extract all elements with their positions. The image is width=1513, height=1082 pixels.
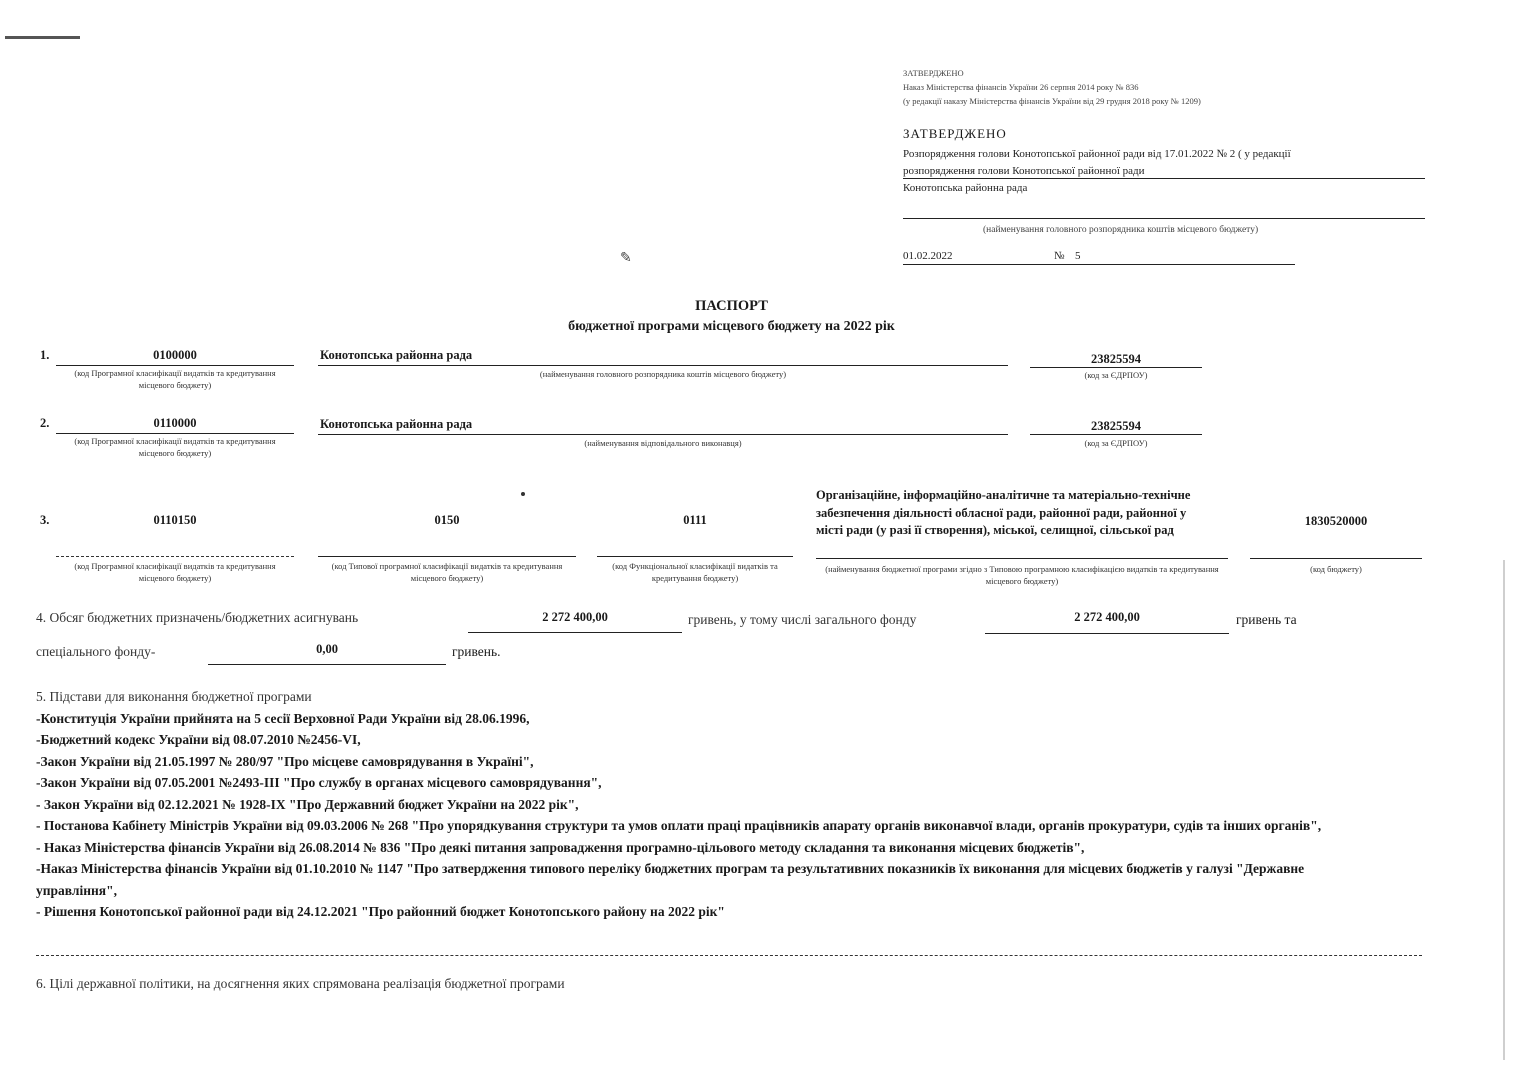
section4-special-end: гривень. [452,644,501,659]
scan-edge [1503,560,1505,1060]
row2-edrpou-caption: (код за ЄДРПОУ) [1084,438,1148,448]
row3-name-caption: (найменування бюджетної програми згідно з Типовою програмною класифікацією видатків та кредитування місцевого бюджету) [825,564,1219,586]
section5-item: - Рішення Конотопської районної ради від 24.12.2021 "Про районний бюджет Конотопського району на 2022 рік" [36,904,725,919]
section4-general: 2 272 400,00 [1074,610,1140,624]
row2-index: 2. [40,416,50,430]
approval-top-title: ЗАТВЕРДЖЕНО [903,68,964,78]
section5-item: - Постанова Кабінету Міністрів України від 09.03.2006 № 268 "Про упорядкування структури та умов оплати праці працівників апарату органів виконавчої влади, органів прокуратури, судів та інших органів", [36,818,1322,833]
approval-underline-2 [903,218,1425,219]
row2-edrpou-line [1030,434,1202,435]
scan-artifact [5,36,80,39]
row3-name-line [816,558,1228,559]
row2-code-caption: (код Програмної класифікації видатків та кредитування місцевого бюджету) [74,436,276,458]
section4-label: 4. Обсяг бюджетних призначень/бюджетних асигнувань [36,610,359,625]
row3-code-caption: (код Програмної класифікації видатків та кредитування місцевого бюджету) [74,561,276,583]
section4-special-line [208,664,446,665]
section5-title: 5. Підстави для виконання бюджетної програми [36,689,312,704]
section5-item: - Наказ Міністерства фінансів України від 26.08.2014 № 836 "Про деякі питання запровадження програмно-цільового методу складання та виконання місцевих бюджетів", [36,839,1085,855]
approval-number: 5 [1075,250,1081,262]
approval-top-line1: Наказ Міністерства фінансів України 26 серпня 2014 року № 836 [903,82,1139,92]
row1-code-line [56,365,294,366]
row1-edrpou-line [1030,367,1202,368]
row3-func-line [597,556,793,557]
section6-title: 6. Цілі державної політики, на досягнення яких спрямована реалізація бюджетної програми [36,976,565,991]
approval-org: Конотопська районна рада [903,182,1028,194]
row3-code: 0110150 [153,513,197,527]
approval-top-line2: (у редакції наказу Міністерства фінансів України від 29 грудня 2018 року № 1209) [903,96,1201,106]
row3-index: 3. [40,513,50,527]
section4-total-line [468,632,682,633]
row2-name-line [318,434,1008,435]
row2-name-caption: (найменування відповідального виконавця) [584,438,742,448]
row1-name: Конотопська районна рада [320,348,473,362]
row3-func-code: 0111 [683,513,707,527]
approval-date: 01.02.2022 [903,250,953,262]
section4-special: 0,00 [316,642,338,656]
row3-code-line [56,556,294,557]
approval-title: ЗАТВЕРДЖЕНО [903,126,1007,141]
section5-item: -Наказ Міністерства фінансів України від 01.10.2010 № 1147 "Про затвердження типового переліку бюджетних програм та результативних показників їх виконання для місцевих бюджетів у галузі "Державне управління", [36,861,1305,898]
row3-budget-code: 1830520000 [1304,514,1368,528]
row3-program-name: Організаційне, інформаційно-аналітичне та матеріально-технічне забезпечення діяльності обласної ради, районної ради, районної у місті ради (у разі її створення), міської, селищної, сільської рад [816,488,1191,537]
approval-underline-1 [903,178,1425,179]
row3-typical-caption: (код Типової програмної класифікації видатків та кредитування місцевого бюджету) [331,561,563,583]
approval-number-label: № [1054,250,1065,262]
row1-name-caption: (найменування головного розпорядника коштів місцевого бюджету) [539,369,787,379]
section4-special-label: спеціального фонду- [36,644,156,659]
row2-edrpou: 23825594 [1091,419,1141,433]
approval-line1: Розпорядження голови Конотопської районної ради від 17.01.2022 № 2 ( у редакції [903,148,1291,160]
passport-title: ПАСПОРТ [695,298,768,314]
scan-dot [521,492,525,496]
section4-total: 2 272 400,00 [542,610,608,624]
section4-end: гривень та [1236,612,1297,627]
passport-subtitle: бюджетної програми місцевого бюджету на 2022 рік [568,319,895,334]
section5-divider [36,955,1422,956]
section5-item: -Закон України від 07.05.2001 №2493-III "Про службу в органах місцевого самоврядування", [36,775,602,790]
scan-mark: ✎ [620,251,632,266]
row1-edrpou: 23825594 [1091,352,1141,366]
section5-item: -Конституція України прийнята на 5 сесії Верховної Ради України від 28.06.1996, [36,710,530,726]
section4-general-line [985,633,1229,634]
section5-item: -Бюджетний кодекс України від 08.07.2010 №2456-VI, [36,732,361,747]
row3-budget-line [1250,558,1422,559]
section5 [36,686,1436,923]
approval-caption: (найменування головного розпорядника коштів місцевого бюджету) [983,225,1259,235]
row1-code: 0100000 [153,348,197,362]
row1-code-caption: (код Програмної класифікації видатків та кредитування місцевого бюджету) [74,368,276,390]
row2-code-line [56,433,294,434]
row2-name: Конотопська районна рада [320,417,473,431]
row2-code: 0110000 [153,416,197,430]
section5-item: -Закон України від 21.05.1997 № 280/97 "Про місцеве самоврядування в Україні", [36,753,534,769]
row3-typical-line [318,556,576,557]
section5-item: - Закон України від 02.12.2021 № 1928-IX "Про Державний бюджет України на 2022 рік", [36,796,579,812]
section4-mid: гривень, у тому числі загального фонду [688,612,917,627]
row1-name-line [318,365,1008,366]
row3-func-caption: (код Функціональної класифікації видатків та кредитування бюджету) [612,561,778,583]
row1-index: 1. [40,348,50,362]
row1-edrpou-caption: (код за ЄДРПОУ) [1084,370,1148,380]
approval-line2: розпорядження голови Конотопської районної ради [903,165,1145,177]
row3-budget-caption: (код бюджету) [1310,564,1362,574]
row3-typical-code: 0150 [434,513,460,527]
approval-date-underline [903,264,1295,265]
